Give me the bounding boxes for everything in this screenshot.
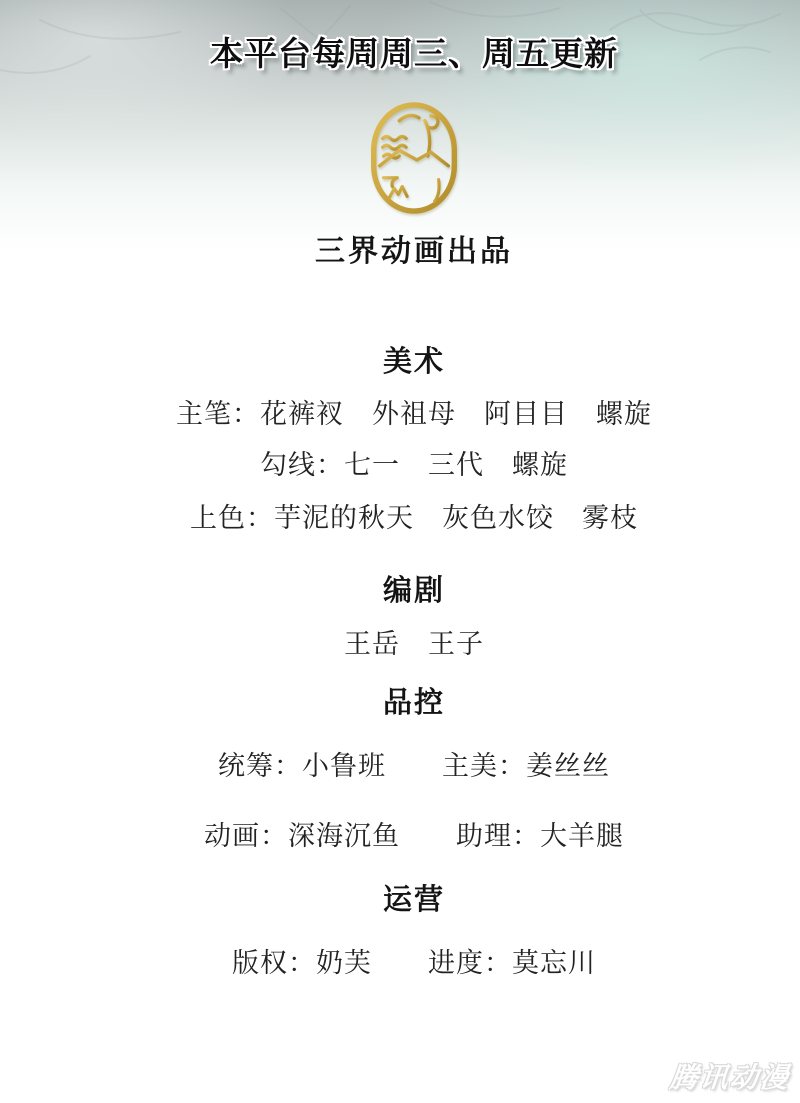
credit-line-lead-artists: 主笔：花裤衩 外祖母 阿目目 螺旋 xyxy=(176,399,652,430)
studio-seal-logo xyxy=(14,101,800,215)
sanjie-seal-icon xyxy=(369,101,459,215)
section-title-operations: 运营 xyxy=(382,882,445,916)
credit-line-animation: 动画：深海沉鱼 助理：大羊腿 xyxy=(204,821,624,852)
section-title-art: 美术 xyxy=(382,344,445,378)
credit-line-inking: 勾线：七一 三代 螺旋 xyxy=(260,450,568,481)
credit-line-coordinator: 统筹：小鲁班 主美：姜丝丝 xyxy=(218,751,610,782)
section-title-quality-control: 品控 xyxy=(382,685,445,719)
section-title-screenwriter: 编剧 xyxy=(382,573,445,607)
tencent-comics-watermark: 腾讯动漫 xyxy=(668,1061,792,1094)
credit-line-coloring: 上色：芋泥的秋天 灰色水饺 雾枝 xyxy=(190,503,638,534)
update-schedule-banner: 本平台每周周三、周五更新 xyxy=(210,34,618,73)
credit-line-copyright: 版权：奶芙 进度：莫忘川 xyxy=(232,948,596,979)
studio-production-label: 三界动画出品 xyxy=(315,234,513,269)
credit-line-writers: 王岳 王子 xyxy=(344,629,484,660)
